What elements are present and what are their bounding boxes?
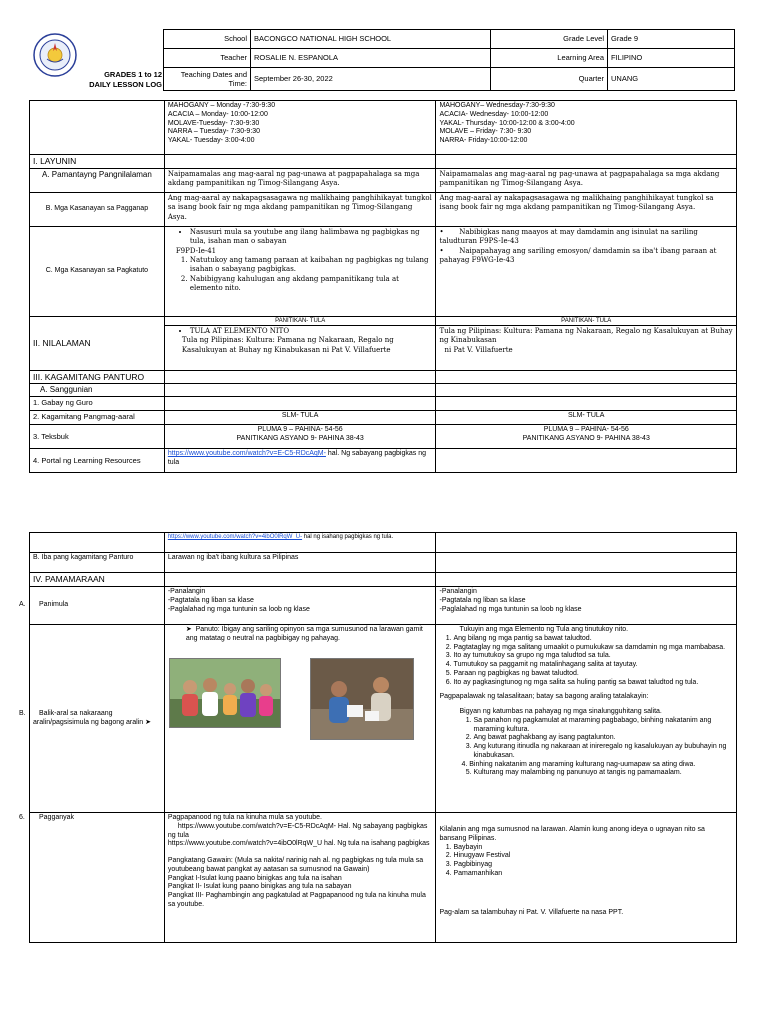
schedule-right: MAHOGANY– Wednesday-7:30-9:30 ACACIA- Wednesday- 10:00-12:00 YAKAL- Thursday- 10:00-12:00 & 3:00-4:00 MOLAVE – Friday- 7:30- 9:30 NARRA- Friday-10:00-12:00 xyxy=(436,101,737,155)
pangmag-aaral-left: SLM- TULA xyxy=(164,411,436,425)
nilalaman-label: II. NILALAMAN xyxy=(30,316,165,370)
balik-aral-label: B. Balik-aral sa nakaraang aralin/pagsisimula ng bagong aralin ➤ xyxy=(30,625,165,813)
iba-pang-kagamitan-left: Larawan ng iba't ibang kultura sa Pilipinas xyxy=(164,553,436,573)
pangmag-aaral-right: SLM- TULA xyxy=(436,411,737,425)
pangmag-aaral-label: 2. Kagamitang Pangmag-aaral xyxy=(30,411,165,425)
deped-seal xyxy=(33,33,77,77)
schedule-row xyxy=(30,101,737,155)
pamamaraan-heading: IV. PAMAMARAAN xyxy=(30,573,165,587)
panimula-right: -Panalangin -Pagtatala ng liban sa klase -Paglalahad ng mga tuntunin sa loob ng klase xyxy=(436,587,737,625)
photo-children-reading xyxy=(310,658,414,740)
youtube-link-isahan[interactable]: https://www.youtube.com/watch?v=4ibO0lRqW_U- xyxy=(167,534,303,540)
lesson-table-page1 xyxy=(29,100,737,473)
nilalaman-left: PANITIKAN- TULA • TULA AT ELEMENTO NITO Tula ng Pilipinas: Kultura: Pamana ng Nakaraan, Regalo ng Kasalukuyan at Buhay ng Kinabukasan ni Pat V. Villafuerte xyxy=(164,316,436,370)
teacher-label: Teacher xyxy=(164,49,251,68)
pagganap-left: Ang mag-aaral ay nakapagsasagawa ng malikhaing panghihikayat tungkol sa isang book fair ng mga akdang pampanitikan ng Timog-Silangang Asya. xyxy=(164,192,436,226)
school-value: BACONGCO NATIONAL HIGH SCHOOL xyxy=(251,30,491,49)
pagganap-label: B. Mga Kasanayan sa Pagganap xyxy=(30,192,165,226)
dates-value: September 26-30, 2022 xyxy=(251,68,491,91)
youtube-link-sabayan[interactable]: https://www.youtube.com/watch?v=E-C5-RDcAqM- xyxy=(167,450,326,458)
pamantayan-right: Naipamamalas ang mag-aaral ng pag-unawa at pagpapahalaga sa mga akdang pampanitikan ng Timog-Silangang Asya. xyxy=(436,168,737,192)
balik-aral-left: ➤ Panuto: Ibigay ang sariling opinyon sa mga sumusunod na larawan gamit ang matatag o neutral na pagbibigay ng pahayag. xyxy=(164,625,436,813)
portal-left: https://www.youtube.com/watch?v=E-C5-RDcAqM- hal. Ng sabayang pagbigkas ng tula xyxy=(164,449,436,473)
teksbuk-left: PLUMA 9 – PAHINA- 54-56 PANITIKANG ASYANO 9- PAHINA 38-43 xyxy=(164,425,436,449)
quarter-value: UNANG xyxy=(608,68,735,91)
arrow-bullet-icon: ➤ xyxy=(185,626,196,633)
pagkatuto-left: • Nasusuri mula sa youtube ang ilang halimbawa ng pagbigkas ng tula, isahan man o sabayan F9PD-Ie-41 1. Natutukoy ang tamang paraan at kaibahan ng pagbigkas ng tulang isahan o sabayang pagbigkas. 2. Nabibigyang kahulugan ang akdang pampanitikang tula at elemento nito. xyxy=(164,226,436,316)
pagganyak-label: 6. Pagganyak xyxy=(30,813,165,943)
nilalaman-right: PANITIKAN- TULA Tula ng Pilipinas: Kultura: Pamana ng Nakaraan, Regalo ng Kasalukuyan at Buhay ng Kinabukasan ni Pat V. Villafuerte xyxy=(436,316,737,370)
teksbuk-right: PLUMA 9 – PAHINA- 54-56 PANITIKANG ASYANO 9- PAHINA 38-43 xyxy=(436,425,737,449)
portal-label: 4. Portal ng Learning Resources xyxy=(30,449,165,473)
photo-family-group xyxy=(169,658,281,728)
kagamitan-heading: III. KAGAMITANG PANTURO xyxy=(30,370,165,384)
layunin-heading: I. LAYUNIN xyxy=(30,155,165,169)
gabay-guro-label: 1. Gabay ng Guro xyxy=(30,397,165,411)
dates-label: Teaching Dates and Time: xyxy=(164,68,251,91)
school-label: School xyxy=(164,30,251,49)
teksbuk-label: 3. Teksbuk xyxy=(30,425,165,449)
pagganyak-right: Kilalanin ang mga sumusnod na larawan. Alamin kung anong ideya o ugnayan nito sa bansang Pilipinas. 1. Baybayin 2. Hinugyaw Festival 3. Pagbibinyag 4. Pamamanhikan Pag-alam sa talambuhay ni Pat. V. Villafuerte na nasa PPT. xyxy=(436,813,737,943)
pagganap-right: Ang mag-aaral ay nakapagsasagawa ng malikhaing panghihikayat tungkol sa isang book fair ng mga akdang pampanitikan ng Timog-Silangang Asya. xyxy=(436,192,737,226)
quarter-label: Quarter xyxy=(491,68,608,91)
pagkatuto-label: C. Mga Kasanayan sa Pagkatuto xyxy=(30,226,165,316)
pagganyak-left: Pagpapanood ng tula na kinuha mula sa youtube. https://www.youtube.com/watch?v=E-C5-RDcAqM- Hal. Ng sabayang pagbigkas ng tula https://www.youtube.com/watch?v=4ibO0lRqW_U hal. Ng tula na isahang pagbigkas Pangkatang Gawain: (Mula sa nakita/ narinig nah al. ng pagbigkas ng tula mula sa youtubeang bawat pangkat ay aatasan sa sumusnod na Gawain) Pangkat I-Isulat kung paano binigkas ang tula na isahan Pangkat II- Isulat kung paano binigkas ang tula na sabayan Pangkat III- Paghambingin ang pagkatulad at Pagpapanood ng tula na kinuha mula sa youtube. xyxy=(164,813,436,943)
pamantayan-left: Naipamamalas ang mag-aaral ng pag-unawa at pagpapahalaga sa mga akdang pampanitikan ng Timog-Silangang Asya. xyxy=(164,168,436,192)
grade-label: Grade Level xyxy=(491,30,608,49)
pagkatuto-right: • Nabibigkas nang maayos at may damdamin ang isinulat na sariling taludturan F9PS-Ie-43 • Naipapahayag ang sariling emosyon/ damdamin sa iba't ibang paraan at pahayag F9WG-Ie-43 xyxy=(436,226,737,316)
arrow-icon: ➤ xyxy=(145,718,151,726)
schedule-left: MAHOGANY – Monday -7:30-9:30 ACACIA – Monday- 10:00-12:00 MOLAVE-Tuesday- 7:30-9:30 NARRA – Tuesday- 7:30-9:30 YAKAL- Tuesday- 3:00-4:00 xyxy=(164,101,436,155)
panimula-label: A. Panimula xyxy=(30,587,165,625)
dll-title-line1: GRADES 1 to 12 xyxy=(104,70,162,79)
portal-continued: https://www.youtube.com/watch?v=4ibO0lRqW_U- hal ng isahang pagbigkas ng tula. xyxy=(164,533,436,553)
header-table xyxy=(163,29,735,91)
area-value: FILIPINO xyxy=(608,49,735,68)
pamantayan-label: A. Pamantayng Pangnilalaman xyxy=(30,168,165,192)
panimula-left: -Panalangin -Pagtatala ng liban sa klase -Paglalahad ng mga tuntunin sa loob ng klase xyxy=(164,587,436,625)
iba-pang-kagamitan-label: B. Iba pang kagamitang Panturo xyxy=(30,553,165,573)
balik-aral-right: Tukuyin ang mga Elemento ng Tula ang tinutukoy nito. 1. Ang bilang ng mga pantig sa bawat taludtod. 2. Pagtataglay ng mga salitang umaakit o pumukukaw sa damdamin ng mga mambabasa. 3. Ito ay tumutukoy sa grupo ng mga taludtod sa tula. 4. Tumutukoy sa paggamit ng matalinhagang salita at tayutay. 5. Paraan ng pagbigkas ng bawat taludtod. 6. Ito ay pagkasingtunog ng mga salita sa huling pantig sa bawat taludtod ng tula. Pagpapalawak ng talasalitaan; batay sa bagong araling tatalakayin: Bigyan ng katumbas na pahayag ng mga sinalungguhitang salita. 1. Sa panahon ng pagkamulat at maraming pagbabago, binhing nakatanim ang maraming kultura. 2. Ang bawat paghakbang ay isang pagtalunton. 3. Ang kuturang itinudla ng nakaraan at inireregalo ng kasalukuyan ay bubuhayin ng kinabukasan. 4. Binhing nakatanim ang maraming kulturang nag-uumapaw sa ating diwa. 5. Kulturang may malambing ng panunuyo at tangis ng pamamaalam. xyxy=(436,625,737,813)
sanggunian-label: A. Sanggunian xyxy=(30,384,165,397)
grade-value: Grade 9 xyxy=(608,30,735,49)
area-label: Learning Area xyxy=(491,49,608,68)
teacher-value: ROSALIE N. ESPANOLA xyxy=(251,49,491,68)
dll-title-line2: DAILY LESSON LOG xyxy=(89,80,162,90)
